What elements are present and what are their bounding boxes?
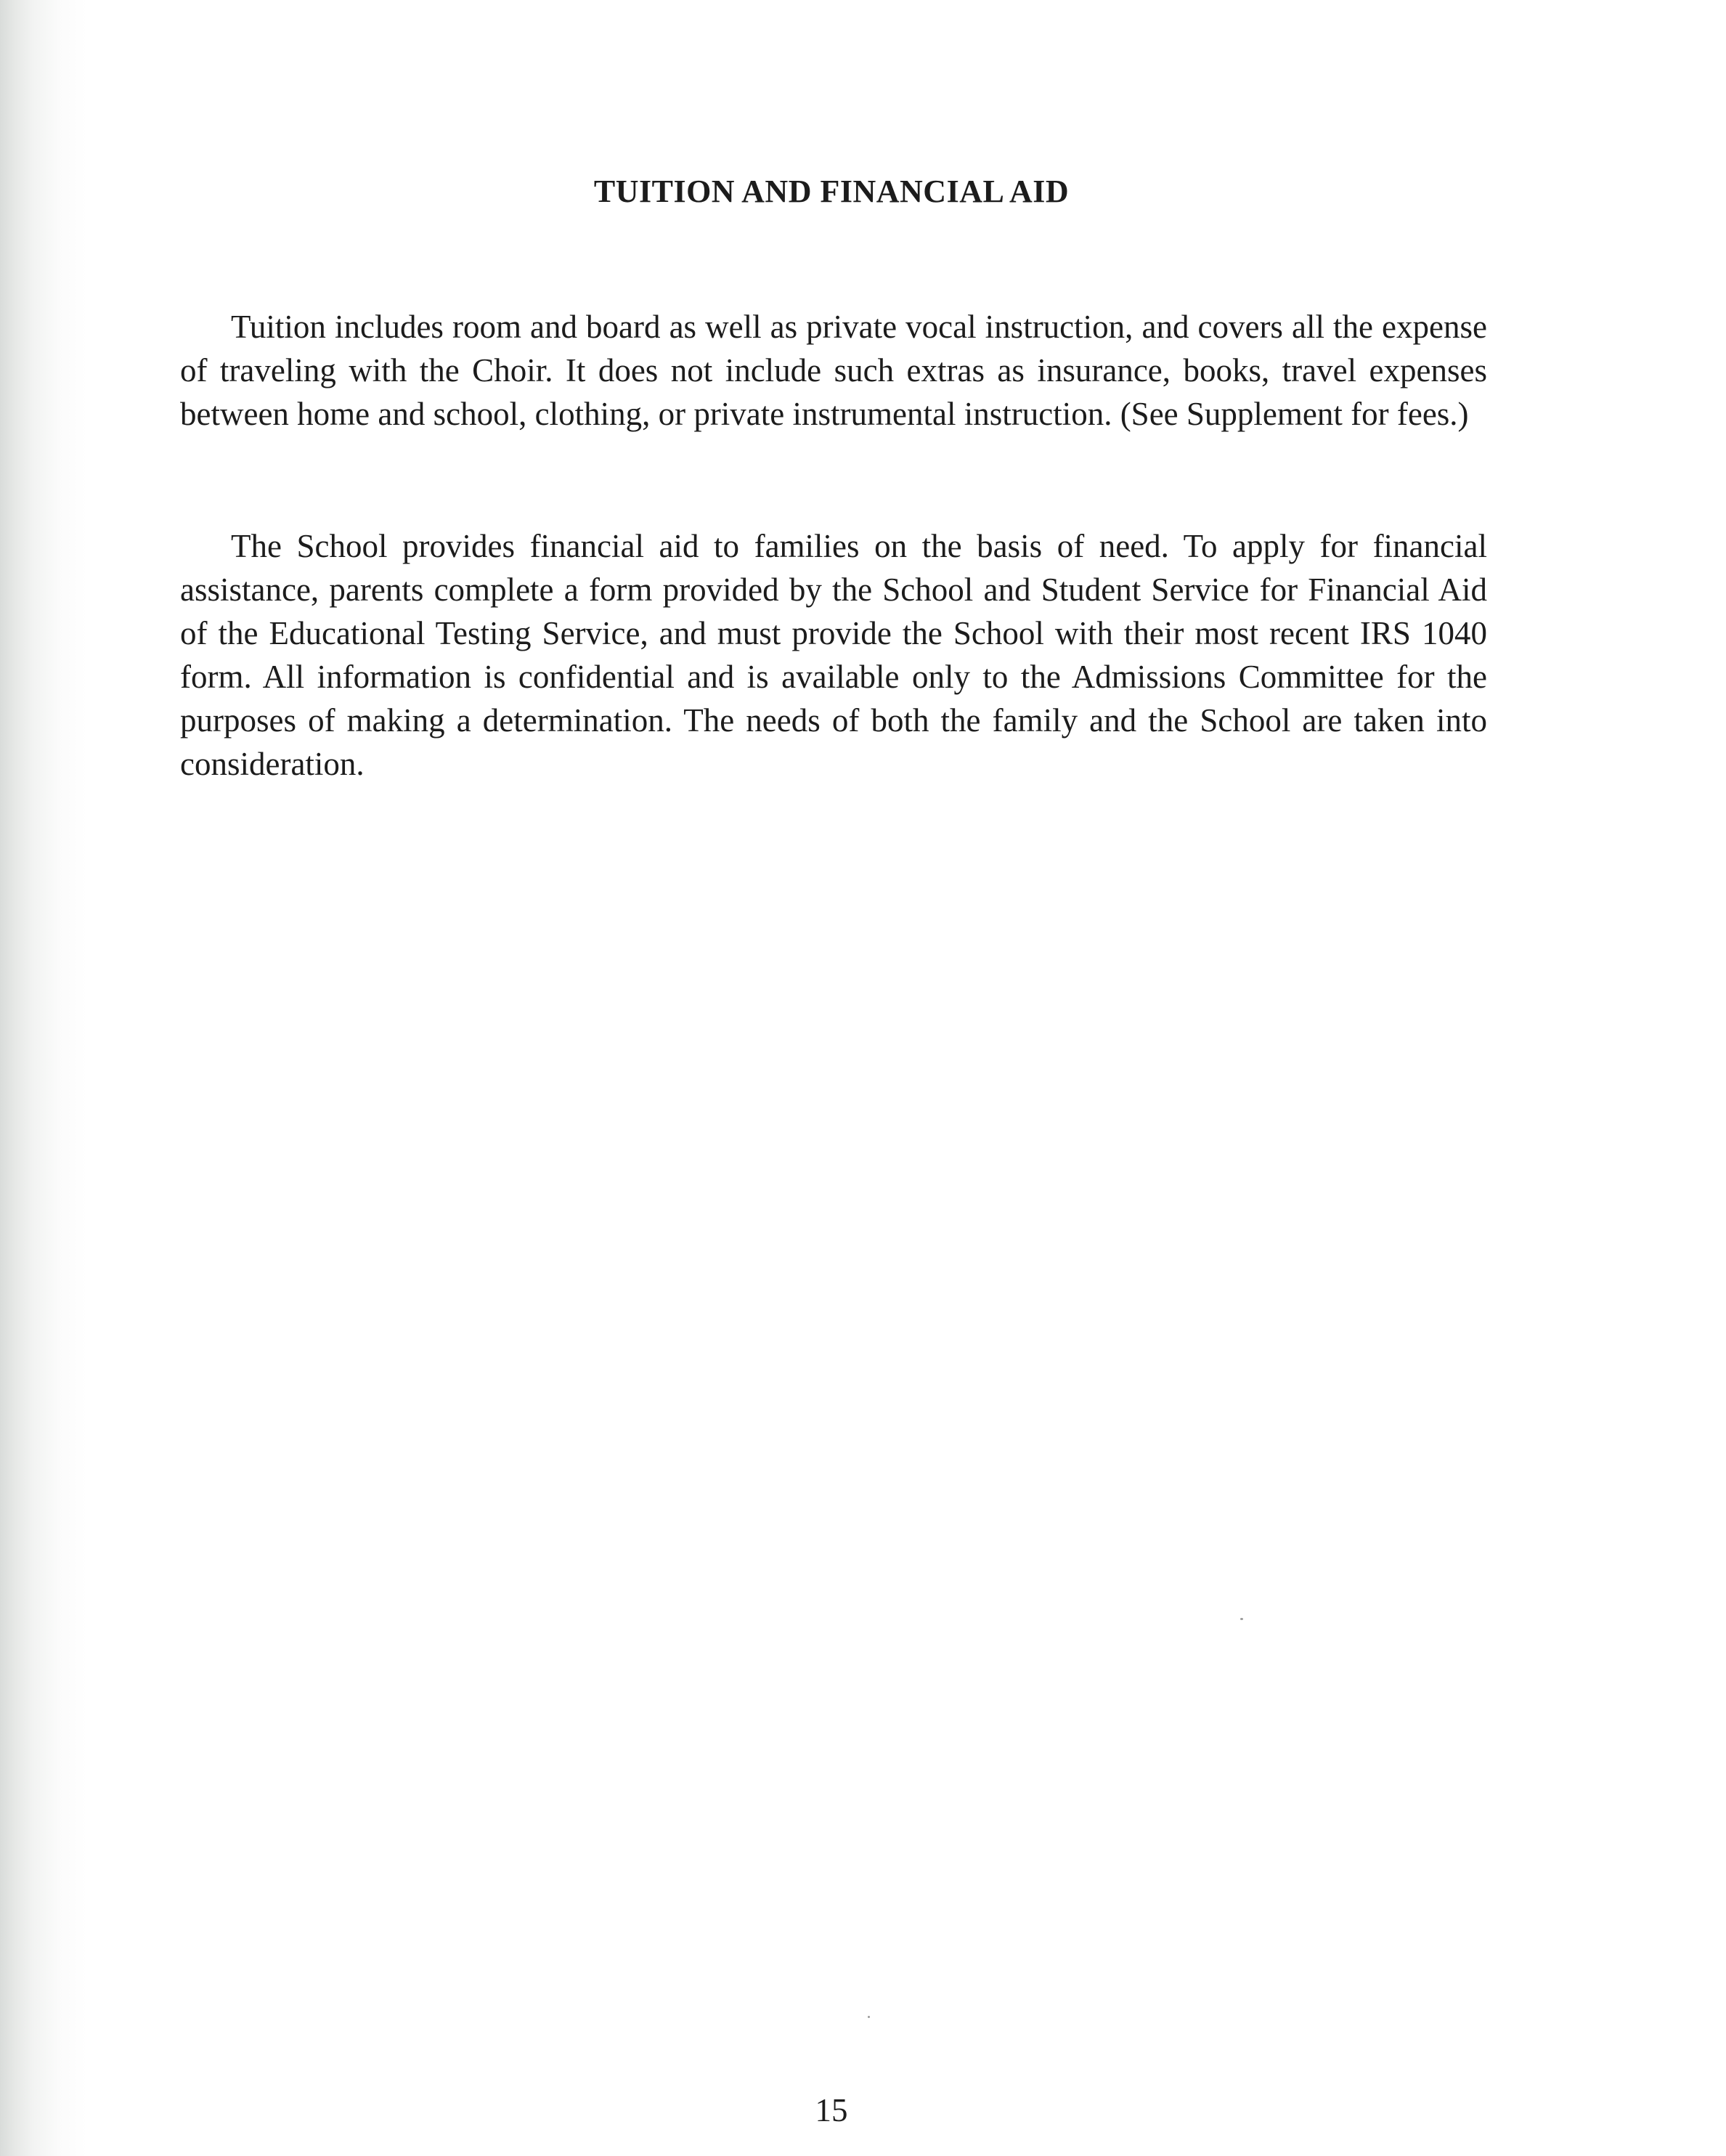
page-number: 15 xyxy=(815,2092,848,2128)
page-title: TUITION AND FINANCIAL AID xyxy=(593,174,1070,209)
scan-speck xyxy=(868,2016,870,2018)
tuition-paragraph: Tuition includes room and board as well as private vocal instruction, and covers all the expense of traveling with the Choir. It does not include such extras as insurance, books, travel expenses between home and school, clothing, or private instrumental instruction. (See Supplement for fees.) xyxy=(180,309,1487,432)
scan-speck xyxy=(1240,1618,1243,1620)
financial-aid-paragraph: The School provides financial aid to families on the basis of need. To apply for financial assistance, parents complete a form provided by the School and Student Service for Financial Aid of the Educational Testing Service, and must provide the School with their most recent IRS 1040 form. All information is confidential and is available only to the Admissions Committee for the purposes of making a determination. The needs of both the family and the School are taken into consideration. xyxy=(180,528,1487,782)
